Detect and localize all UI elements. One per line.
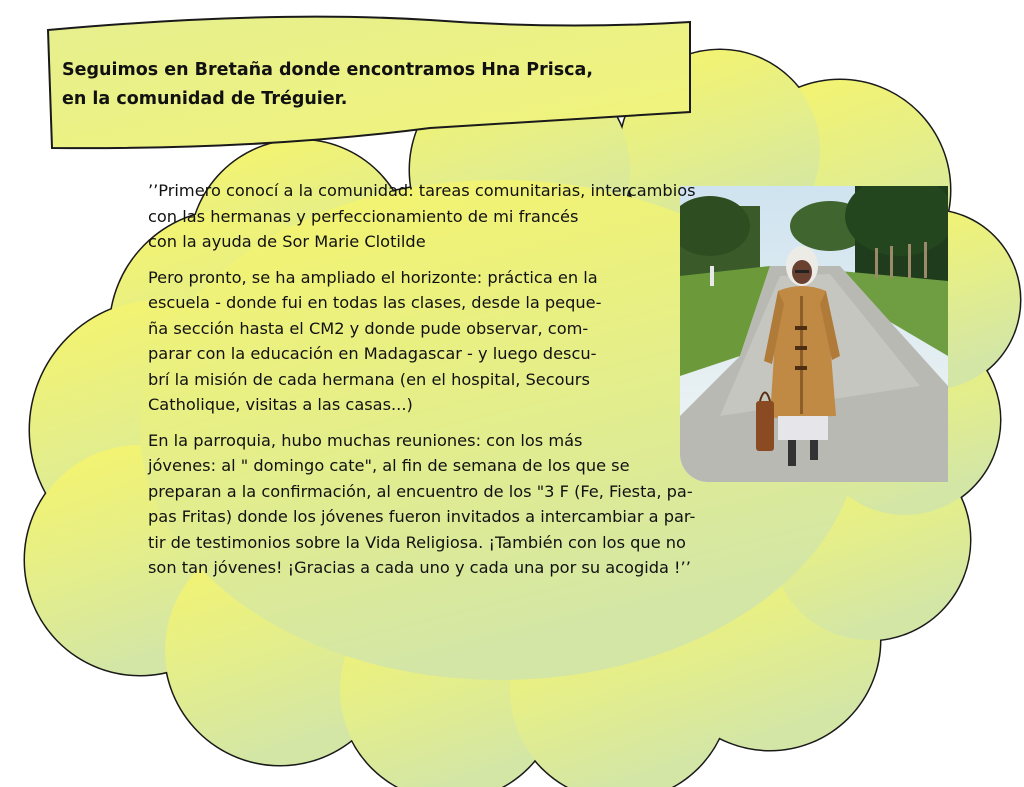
banner-line: en la comunidad de Tréguier. [62,89,348,109]
text-line: preparan a la confirmación, al encuentro de los "3 F (Fe, Fiesta, pa- [148,481,693,501]
text-line: Catholique, visitas a las casas...) [148,395,413,414]
text-line: ña sección hasta el CM2 y donde pude observar, com- [148,318,589,338]
text-line: son tan jóvenes! ¡Gracias a cada uno y cada una por su acogida !’’ [148,558,691,577]
text-line: pas Fritas) donde los jóvenes fueron invitados a intercambiar a par- [148,507,696,526]
text-line: parar con la educación en Madagascar - y luego descu- [148,344,597,363]
text-line: brí la misión de cada hermana (en el hospital, Secours [148,369,590,389]
text-line: con la ayuda de Sor Marie Clotilde [148,232,426,251]
text-line: ’’Primero conocí a la comunidad: tareas comunitarias, intercambios [148,181,696,200]
banner-line: Seguimos en Bretaña donde encontramos Hna Prisca, [62,60,593,80]
paragraph-horizon [148,265,808,418]
paragraph-parish [148,428,808,581]
banner-title [62,56,692,114]
text-line: escuela - donde fui en todas las clases, desde la peque- [148,293,602,312]
paragraph-intro [148,178,808,255]
article-body [148,178,808,591]
text-line: Pero pronto, se ha ampliado el horizonte: práctica en la [148,267,598,287]
text-line: jóvenes: al " domingo cate", al fin de semana de los que se [148,456,630,475]
text-line: con las hermanas y perfeccionamiento de mi francés [148,206,579,226]
text-line: tir de testimonios sobre la Vida Religiosa. ¡También con los que no [148,532,686,552]
text-line: En la parroquia, hubo muchas reuniones: con los más [148,430,583,450]
